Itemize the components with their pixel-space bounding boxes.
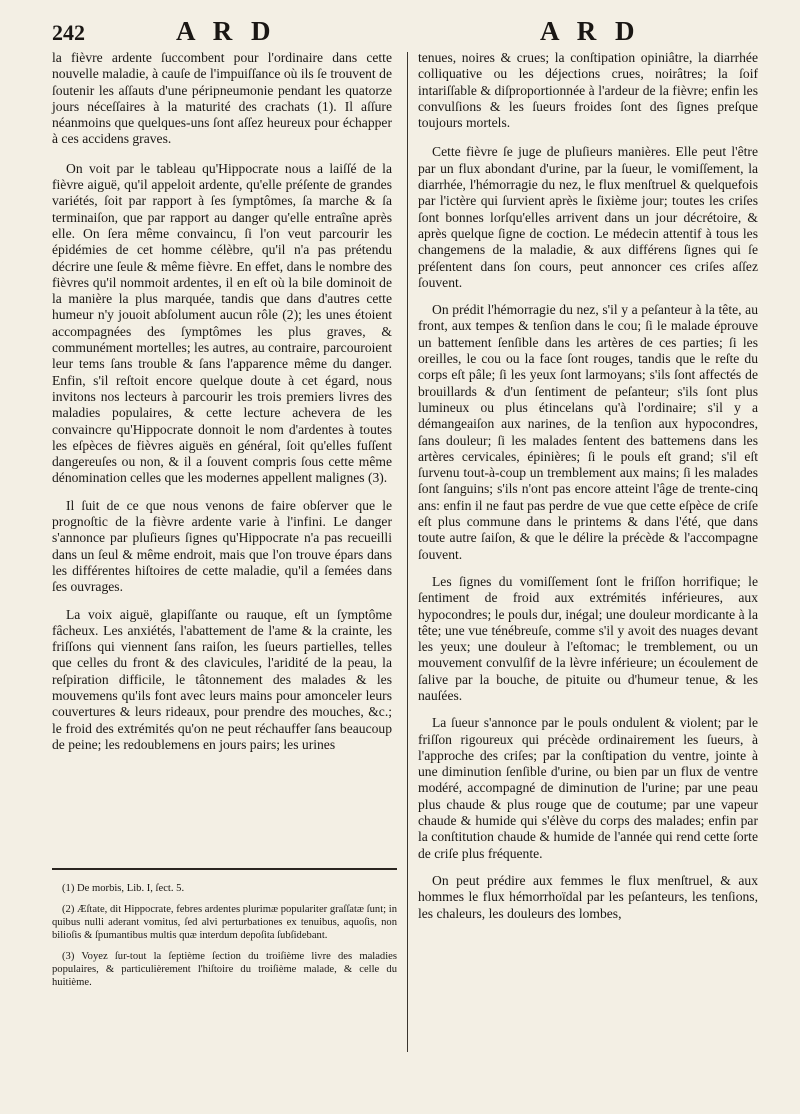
page-header — [0, 14, 800, 50]
paragraph: La ſueur s'annonce par le pouls ondulent & violent; par le friſſon rigoureux qui précède ordinairement les ſueurs, à l'approche des criſes; par la conſtipation du ventre, jointe à une diminution ſenſible d'urine, ou bien par un flux de ventre modéré, accompagné de diminution de l'urine; par une peau plus chaude & plus rouge que de coutume; par une vapeur chaude & humide qui s'élève du corps des malades; enfin par la conſtitution chaude & humide de l'année qui rend cette ſorte de criſe plus fréquente. — [418, 715, 758, 861]
footnote: (2) Æſtate, dit Hippocrate, febres ardentes plurimæ populariter graſſatæ ſunt; in quibus nulli aderant vomitus, ſed alvi perturbationes ex tenuibus, aquoſis, non bilioſis & ſpumantibus multis quæ interdum depoſita ſubſidebant. — [52, 904, 397, 941]
right-column — [418, 50, 758, 933]
footnotes — [52, 882, 397, 997]
footnote: (1) De morbis, Lib. I, ſect. 5. — [62, 883, 185, 894]
paragraph: On prédit l'hémorragie du nez, s'il y a peſanteur à la tête, au front, aux tempes & tenſion dans le cou; ſi le malade éprouve un battement ſenſible dans les artères de ces parties; ſi les oreilles, le cou ou la face ſont rouges, tandis que le reſte du corps eſt pâle; ſi les yeux ſont larmoyans; s'ils ſont affectés de brouillards & d'un ſentiment de peſanteur; s'ils ſont plus lumineux ou plus étincelans qu'à l'ordinaire; s'il y a démangeaiſon aux narines, de la tenſion aux hypocondres, ſans douleur; ſi les malades ſentent des battemens dans les artères cervicales, épinières; ſi le pouls eſt grand; s'il eſt ſurvenu tout-à-coup un tremblement aux mains; ſi les malades ſont ſanguins; s'ils n'ont pas encore atteint l'âge de trente-cinq ans: enfin il ne faut pas perdre de vue que cette eſpèce de criſe eſt plus commune dans le printems & dans l'été, que dans toute autre ſaiſon, & que le délire la précède & l'accompagne ſouvent. — [418, 302, 758, 562]
running-head-right: A R D — [540, 16, 641, 46]
column-divider — [407, 52, 408, 1052]
paragraph: La voix aiguë, glapiſſante ou rauque, eſt un ſymptôme fâcheux. Les anxiétés, l'abattement de l'ame & la crainte, les friſſons qui viennent ſans raiſon, les ſueurs partielles, telles que celles du front & des clavicules, l'aridité de la peau, la reſpiration difficile, le tâtonnement des malades & les mouvemens qu'ils font avec leurs mains pour amonceler leurs couvertures & leurs rideaux, pour prendre des mouches, &c.; le froid des extrémités qu'on ne peut réchauffer ſans beaucoup de peine; les redoublemens en jours pairs; les urines — [52, 606, 392, 752]
left-column — [52, 50, 392, 764]
running-head-left: A R D — [176, 16, 277, 46]
paragraph: la fièvre ardente ſuccombent pour l'ordinaire dans cette nouvelle maladie, à cauſe de l'impuiſſance où ils ſe trouvent de ſoutenir les aſſauts d'une péripneumonie pendant les quatorze jours néceſſaires à la maturité des crachats (1). Il aſſure néanmoins que quelques-uns ſont aſſez heureux pour échapper à ces accidens graves. — [52, 50, 392, 147]
paragraph: On peut prédire aux femmes le flux menſtruel, & aux hommes le flux hémorrhoïdal par les peſanteurs, les tenſions, les chaleurs, les douleurs des lombes, — [418, 872, 758, 921]
paragraph: Il ſuit de ce que nous venons de faire obſerver que le prognoſtic de la fièvre ardente varie à l'infini. Le danger s'annonce par pluſieurs ſignes qu'Hippocrate n'a pas recueilli dans un ſeul & même endroit, mais que l'on trouve épars dans les différentes hiſtoires de cette maladie, qu'il a ſemées dans ſes ouvrages. — [52, 497, 392, 595]
paragraph: Cette fièvre ſe juge de pluſieurs manières. Elle peut l'être par un flux abondant d'urine, par la ſueur, le vomiſſement, la diarrhée, l'hémorragie du nez, le flux menſtruel & quelquefois par l'ictère qui ſurvient après le ſixième jour; toutes les criſes ſont bonnes lorſqu'elles arrivent dans un jour décrétoire, & après quelque ſigne de coction. Le médecin attentif à tous les changemens de la maladie, & aux différens ſignes qui ſe préſentent dans ſon cours, peut annoncer ces criſes aſſez ſouvent. — [418, 144, 758, 290]
footnote-rule — [52, 868, 397, 870]
page-number: 242 — [52, 20, 85, 45]
paragraph: tenues, noires & crues; la conſtipation opiniâtre, la diarrhée colliquative ou les déjections crues, noirâtres; la ſoif intariſſable & diſproportionnée à l'ardeur de la fièvre; enfin les convulſions & les ſueurs froides ſont des ſignes preſque toujours mortels. — [418, 50, 758, 131]
paragraph: Les ſignes du vomiſſement ſont le friſſon horrifique; le ſentiment de froid aux extrémités inférieures, aux hypocondres; le pouls dur, inégal; une douleur mordicante à la tête; une vue ténébreuſe, comme s'il y avoit des nuages devant les yeux; une douleur à l'eſtomac; le tremblement, ou un mouvement convulſif de la lèvre inférieure; un écoulement de ſalive par la bouche, de pituite ou d'humeur tenue, & les nauſées. — [418, 573, 758, 703]
paragraph: On voit par le tableau qu'Hippocrate nous a laiſſé de la fièvre aiguë, qu'il appeloit ardente, qu'elle préſente de grandes variétés, ſoit par rapport à ſes ſymptômes, ſa marche & ſa terminaiſon, que par rapport au danger qu'elle entraîne après elle. On ſera même convaincu, ſi l'on veut parcourir les épidémies de cet homme célèbre, qu'il n'a pas prétendu décrire une ſeule & même fièvre. En effet, dans le nombre des fièvres qu'il nommoit ardentes, il en eſt où la bile dominoit de la manière la plus marquée, tandis que dans d'autres cette humeur n'y jouoit abſolument aucun rôle (2); les unes étoient accompagnées des ſymptômes les plus graves, & communément mortelles; les autres, au contraire, parcouroient leur tems ſans trouble & ſans l'apparence même du danger. Enfin, s'il reſtoit encore quelque doute à cet égard, nous invitons nos lecteurs à parcourir les trois premiers livres des maladies populaires, & cette lecture achevera de les convaincre qu'Hippocrate donnoit le nom d'ardentes à toutes les eſpèces de fièvres aiguës en général, ſoit qu'elles fuſſent dangereuſes ou non, & il a ſouvent compris ſous cette même dénomination celles que les modernes appellent malignes (3). — [52, 160, 392, 486]
footnote: (3) Voyez ſur-tout la ſeptième ſection du troiſième livre des maladies populaires, & particulièrement l'hiſtoire du troiſième malade, & celle du huitième. — [52, 951, 397, 988]
